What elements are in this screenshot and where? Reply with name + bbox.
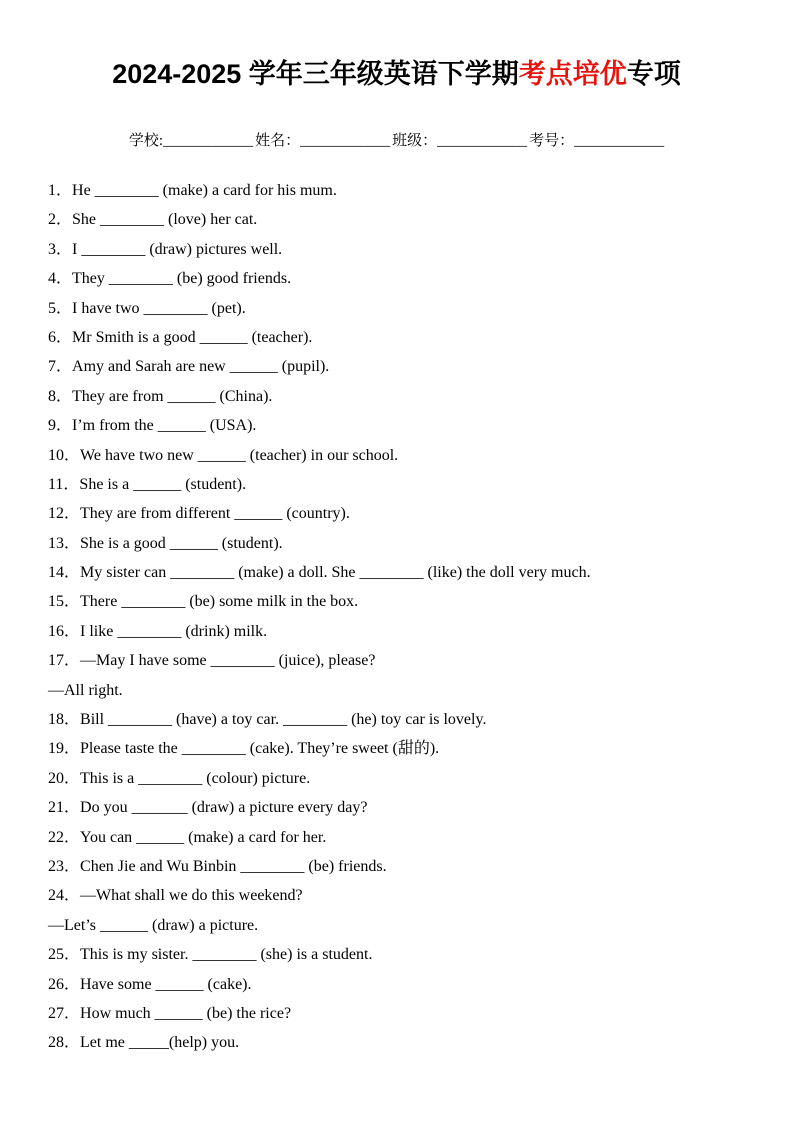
question-line <box>48 734 763 763</box>
question-number: 14． <box>48 564 81 582</box>
question-number: 19． <box>48 740 81 758</box>
question-text: I ________ (draw) pictures well. <box>72 240 283 258</box>
question-number: 9． <box>48 417 73 435</box>
question-text: She is a ______ (student). <box>79 475 247 493</box>
question-number: 20． <box>48 769 81 787</box>
question-line <box>48 382 763 411</box>
question-text: —May I have some ________ (juice), please? <box>80 652 376 670</box>
question-text: I’m from the ______ (USA). <box>72 417 257 435</box>
question-line <box>48 970 763 999</box>
field-label: 考号： <box>529 133 575 149</box>
question-text: Chen Jie and Wu Binbin ________ (be) friends. <box>80 857 387 875</box>
student-info-field <box>255 133 390 149</box>
question-text: Have some ______ (cake). <box>80 975 252 993</box>
question-line <box>48 235 763 264</box>
question-line <box>48 499 763 528</box>
question-line <box>48 558 763 587</box>
question-text: This is my sister. ________ (she) is a student. <box>80 946 373 964</box>
student-info-field <box>129 133 253 149</box>
field-blank: ____________ <box>300 133 391 149</box>
page-title <box>0 56 793 92</box>
question-number: 24． <box>48 887 81 905</box>
question-line <box>48 852 763 881</box>
question-number: 4． <box>48 270 73 288</box>
question-number: 16． <box>48 622 81 640</box>
question-text: They are from different ______ (country). <box>80 505 350 523</box>
question-text: They are from ______ (China). <box>72 387 273 405</box>
student-info-field <box>529 133 664 149</box>
question-text: Do you _______ (draw) a picture every day? <box>80 799 368 817</box>
question-number: 17． <box>48 652 81 670</box>
question-text: Bill ________ (have) a toy car. ________ (he) toy car is lovely. <box>80 711 487 729</box>
question-line <box>48 205 763 234</box>
question-number: 28． <box>48 1034 81 1052</box>
question-text: My sister can ________ (make) a doll. She ________ (like) the doll very much. <box>80 564 591 582</box>
question-line <box>48 617 763 646</box>
question-text: Mr Smith is a good ______ (teacher). <box>72 328 313 346</box>
field-blank: ____________ <box>163 133 254 149</box>
question-line <box>48 323 763 352</box>
field-label: 姓名： <box>255 133 301 149</box>
question-line <box>48 411 763 440</box>
question-text: Please taste the ________ (cake). They’re sweet (甜的). <box>80 740 440 758</box>
question-text: I like ________ (drink) milk. <box>80 622 268 640</box>
question-continuation-line <box>48 676 763 705</box>
question-number: 22． <box>48 828 81 846</box>
question-text: Amy and Sarah are new ______ (pupil). <box>72 358 330 376</box>
question-line <box>48 529 763 558</box>
question-text: —All right. <box>48 681 123 699</box>
question-text: Let me _____(help) you. <box>80 1034 240 1052</box>
question-line <box>48 940 763 969</box>
field-label: 班级： <box>392 133 438 149</box>
question-number: 1． <box>48 182 73 199</box>
question-line <box>48 793 763 822</box>
question-number: 23． <box>48 857 81 875</box>
question-number: 15． <box>48 593 81 611</box>
question-number: 21． <box>48 799 81 817</box>
question-number: 26． <box>48 975 81 993</box>
question-text: She is a good ______ (student). <box>80 534 283 552</box>
question-line <box>48 823 763 852</box>
question-text: This is a ________ (colour) picture. <box>80 769 311 787</box>
question-list <box>0 176 793 1058</box>
field-label: 学校: <box>128 133 164 149</box>
question-text: —Let’s ______ (draw) a picture. <box>48 916 259 934</box>
question-text: He ________ (make) a card for his mum. <box>72 182 337 199</box>
question-number: 13． <box>48 534 81 552</box>
question-number: 10． <box>48 446 81 464</box>
question-text: We have two new ______ (teacher) in our school. <box>80 446 399 464</box>
question-number: 7． <box>48 358 73 376</box>
question-text: You can ______ (make) a card for her. <box>80 828 327 846</box>
question-line <box>48 176 763 205</box>
student-info-field <box>392 133 527 149</box>
question-number: 3． <box>48 240 73 258</box>
title-highlight: 考点培优 <box>518 59 627 89</box>
field-blank: ____________ <box>437 133 528 149</box>
question-line <box>48 587 763 616</box>
question-line <box>48 352 763 381</box>
question-line <box>48 705 763 734</box>
question-number: 18． <box>48 711 81 729</box>
question-line <box>48 294 763 323</box>
question-text: There ________ (be) some milk in the box. <box>80 593 359 611</box>
question-text: She ________ (love) her cat. <box>72 211 258 229</box>
question-line <box>48 999 763 1028</box>
question-continuation-line <box>48 911 763 940</box>
field-blank: ____________ <box>574 133 665 149</box>
question-text: I have two ________ (pet). <box>72 299 246 317</box>
question-number: 6． <box>48 328 73 346</box>
question-line <box>48 1028 763 1057</box>
question-number: 5． <box>48 299 73 317</box>
question-line <box>48 470 763 499</box>
title-suffix: 专项 <box>626 59 681 89</box>
question-number: 27． <box>48 1004 81 1022</box>
question-number: 25． <box>48 946 81 964</box>
question-line <box>48 881 763 910</box>
question-text: How much ______ (be) the rice? <box>80 1004 292 1022</box>
question-line <box>48 441 763 470</box>
question-number: 8． <box>48 387 73 405</box>
question-line <box>48 264 763 293</box>
question-text: They ________ (be) good friends. <box>72 270 292 288</box>
student-info-row <box>0 130 793 152</box>
question-number: 12． <box>48 505 81 523</box>
question-line <box>48 646 763 675</box>
question-number: 11． <box>48 475 80 493</box>
question-text: —What shall we do this weekend? <box>80 887 303 905</box>
question-number: 2． <box>48 211 73 229</box>
question-line <box>48 764 763 793</box>
title-prefix: 2024-2025 学年三年级英语下学期 <box>112 59 519 89</box>
